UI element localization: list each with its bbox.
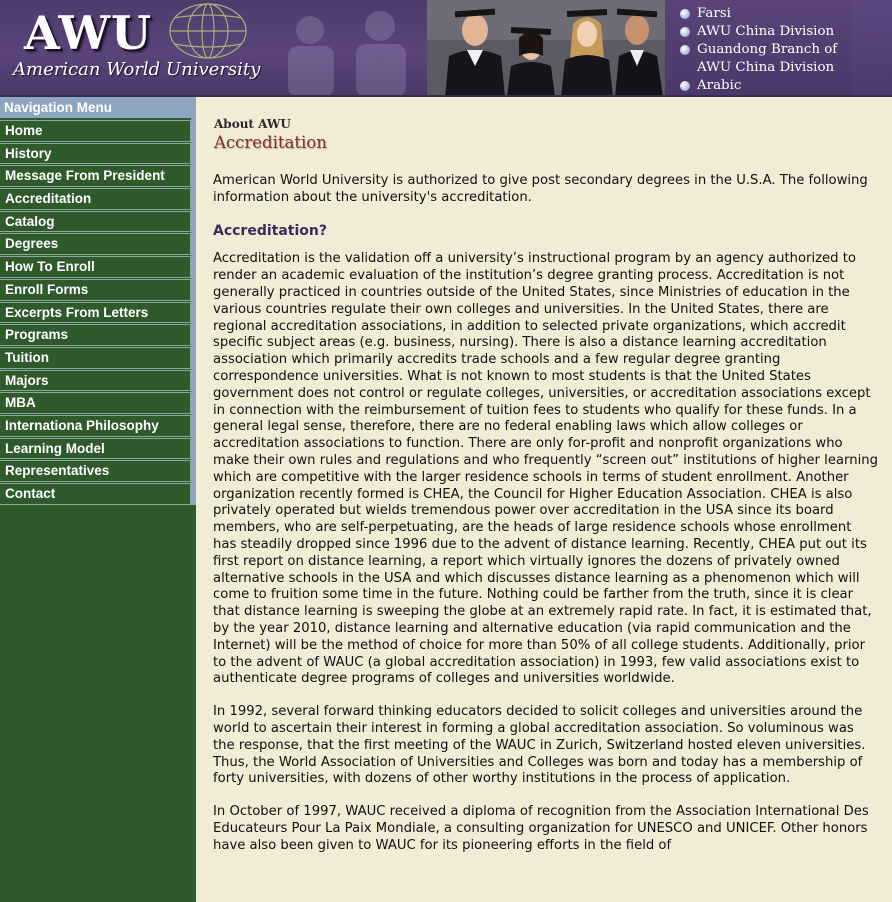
awu-logo[interactable]: AWU xyxy=(24,6,153,60)
nav-item-programs[interactable]: Programs xyxy=(0,324,191,346)
article-body xyxy=(213,173,878,870)
nav-item-history[interactable]: History xyxy=(0,143,191,165)
body-paragraph: In 1992, several forward thinking educators decided to solicit colleges and universities around the world to ascertain their interest in forming a global accreditation association. So voluminous was the response, that the first meeting of the WAUC in Zurich, Switzerland hosted eleven universities. Thus, the World Association of Universities and Colleges was born and today has a membership of forty universities, with dozens of other worthy institutions in the process of application. xyxy=(213,704,866,787)
language-links xyxy=(665,0,851,97)
nav-item-how-to-enroll[interactable]: How To Enroll xyxy=(0,256,191,278)
nav-item-catalog[interactable]: Catalog xyxy=(0,211,191,233)
language-link-farsi[interactable] xyxy=(679,5,837,23)
globe-graphic xyxy=(160,1,250,61)
language-link-arabic[interactable] xyxy=(679,77,837,95)
navigation-menu xyxy=(0,120,196,506)
university-tagline: American World University xyxy=(13,59,261,80)
nav-item-message-from-president[interactable]: Message From President xyxy=(0,165,191,187)
site-header xyxy=(0,0,892,97)
bullet-icon xyxy=(680,81,690,91)
language-link-guandong-branch[interactable] xyxy=(679,41,837,59)
body-paragraph: Accreditation is the validation off a university’s instructional program by an agency authorized to render an academic evaluation of the institution’s degree granting process. Accreditation is not generally practiced in countries outside of the United States, since Ministries of education in the various countries regulate their own colleges and universities. In the United States, there are regional accreditation associations, in addition to selected private organizations, which accredit specific subject areas (e.g. business, nursing). There is also a distance learning accreditation association which primarily accredits trade schools and a few regular degree granting correspondence universities. What is not known to most students is that the United States government does not control or regulate colleges, universities, or accreditation associations except in connection with the reimbursement of tuition fees to students who qualify for these funds. In a general legal sense, therefore, there are no federal enabling laws which allow colleges or accreditation associations to function. There are only for-profit and nonprofit organizations who make their own rules and regulations and who frequently “screen out” institutions of higher learning which are competitive with the larger residence schools in terms of student enrollment. Another organization recently formed is CHEA, the Council for Higher Education Association. CHEA is also privately operated but wields tremendous power over accreditation in the USA since its board members, who are self-perpetuating, are the heads of large residence schools whose enrollment has steadily dropped since 1996 due to the advent of distance learning. Recently, CHEA put out its first report on distance learning, a report which virtually ignores the dozens of privately owned alternative schools in the USA and which discusses distance learning as a phenomenon which will come to fruition some time in the future. Nothing could be farther from the truth, since it is clear that distance learning is sweeping the globe at an extremely rapid rate. In fact, it is estimated that, by the year 2010, distance learning and alternative education (via rapid communication and the Internet) will be the method of choice for more than 50% of all college students. Additionally, prior to the advent of WAUC (a global accreditation association) in 1993, few valid associations exist to authenticate degree programs of colleges and universities worldwide. xyxy=(213,251,878,687)
bullet-icon xyxy=(680,45,690,55)
nav-item-majors[interactable]: Majors xyxy=(0,370,191,392)
language-link-awu-china-division[interactable] xyxy=(679,23,837,41)
bullet-icon xyxy=(680,27,690,37)
section-eyebrow: About AWU xyxy=(214,117,291,131)
nav-item-accreditation[interactable]: Accreditation xyxy=(0,188,191,210)
main-content xyxy=(196,97,892,902)
nav-item-learning-model[interactable]: Learning Model xyxy=(0,438,191,460)
nav-item-home[interactable]: Home xyxy=(0,120,191,142)
language-link-guandong-branch-cont[interactable] xyxy=(679,59,837,77)
nav-item-internationa-philosophy[interactable]: Internationa Philosophy xyxy=(0,415,191,437)
navigation-menu-title: Navigation Menu xyxy=(0,97,196,118)
sidebar xyxy=(0,97,196,902)
language-label: AWU China Division xyxy=(697,60,835,75)
nav-item-excerpts-from-letters[interactable]: Excerpts From Letters xyxy=(0,302,191,324)
nav-item-degrees[interactable]: Degrees xyxy=(0,233,191,255)
intro-paragraph: American World University is authorized to give post secondary degrees in the U.S.A. The following information about the university's accreditation. xyxy=(213,173,868,205)
language-label: Guandong Branch of xyxy=(697,42,838,57)
background-people-graphic xyxy=(270,0,430,97)
header-decoration xyxy=(851,0,892,97)
graduates-photo xyxy=(427,0,665,97)
nav-item-tuition[interactable]: Tuition xyxy=(0,347,191,369)
language-label: AWU China Division xyxy=(697,24,835,39)
nav-item-representatives[interactable]: Representatives xyxy=(0,460,191,482)
language-label: Farsi xyxy=(697,6,731,21)
language-label: Arabic xyxy=(697,78,742,93)
nav-item-enroll-forms[interactable]: Enroll Forms xyxy=(0,279,191,301)
page-title: Accreditation xyxy=(214,133,327,152)
section-heading: Accreditation? xyxy=(213,222,327,239)
nav-item-contact[interactable]: Contact xyxy=(0,483,191,505)
bullet-icon xyxy=(680,9,690,19)
nav-item-mba[interactable]: MBA xyxy=(0,392,191,414)
body-paragraph: In October of 1997, WAUC received a diploma of recognition from the Association International Des Educateurs Pour La Paix Mondiale, a consulting organization for UNESCO and UNICEF. Other honors have also been given to WAUC for its pioneering efforts in the field of xyxy=(213,804,869,853)
